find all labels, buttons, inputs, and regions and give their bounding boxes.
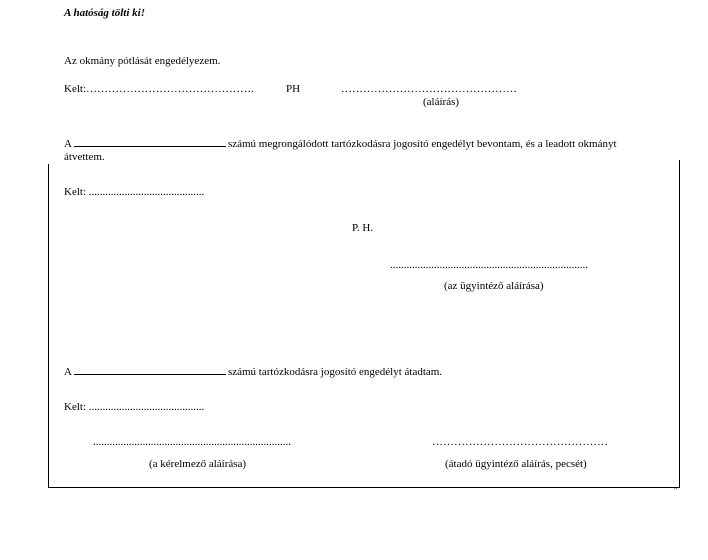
handover-prefix: A: [64, 366, 72, 378]
officer-signature-label: (átadó ügyintéző aláírás, pecsét): [445, 458, 587, 470]
box-bottom-border: [48, 487, 680, 488]
ph-mark-1: PH: [286, 83, 301, 95]
revocation-text: számú megrongálódott tartózkodásra jogosító engedélyt bevontam, és a leadott okmányt: [227, 138, 617, 150]
permit-number-blank-2: [74, 365, 226, 375]
box-left-border: [48, 164, 49, 488]
revocation-statement: [64, 137, 617, 151]
handover-statement: [64, 365, 442, 379]
box-right-border: [679, 160, 680, 488]
officer-signature-dots: …………………………………………: [432, 436, 608, 448]
signature-dots-2: ........................................................................: [390, 259, 588, 271]
ph-mark-2: P. H.: [352, 222, 374, 234]
revocation-prefix: A: [64, 138, 72, 150]
authority-fill-notice: A hatóság tölti ki!: [64, 7, 145, 19]
handover-text: számú tartózkodásra jogosító engedélyt átadtam.: [227, 366, 443, 378]
kelt-line-1: Kelt:……………………………………….: [64, 83, 254, 95]
applicant-signature-dots: ........................................................................: [93, 436, 291, 448]
signature-label-1: (aláírás): [423, 96, 460, 108]
approval-statement: Az okmány pótlását engedélyezem.: [64, 55, 221, 67]
signature-dots-1: …………………………………………: [341, 83, 517, 95]
closing-quote-mark: ": [674, 486, 678, 495]
signature-label-2: (az ügyintéző aláírása): [444, 280, 544, 292]
revocation-text-continued: átvettem.: [64, 151, 105, 163]
kelt-line-2: Kelt: ..........................................: [64, 186, 205, 198]
permit-number-blank-1: [74, 137, 226, 147]
applicant-signature-label: (a kérelmező aláírása): [149, 458, 247, 470]
kelt-line-3: Kelt: ..........................................: [64, 401, 205, 413]
